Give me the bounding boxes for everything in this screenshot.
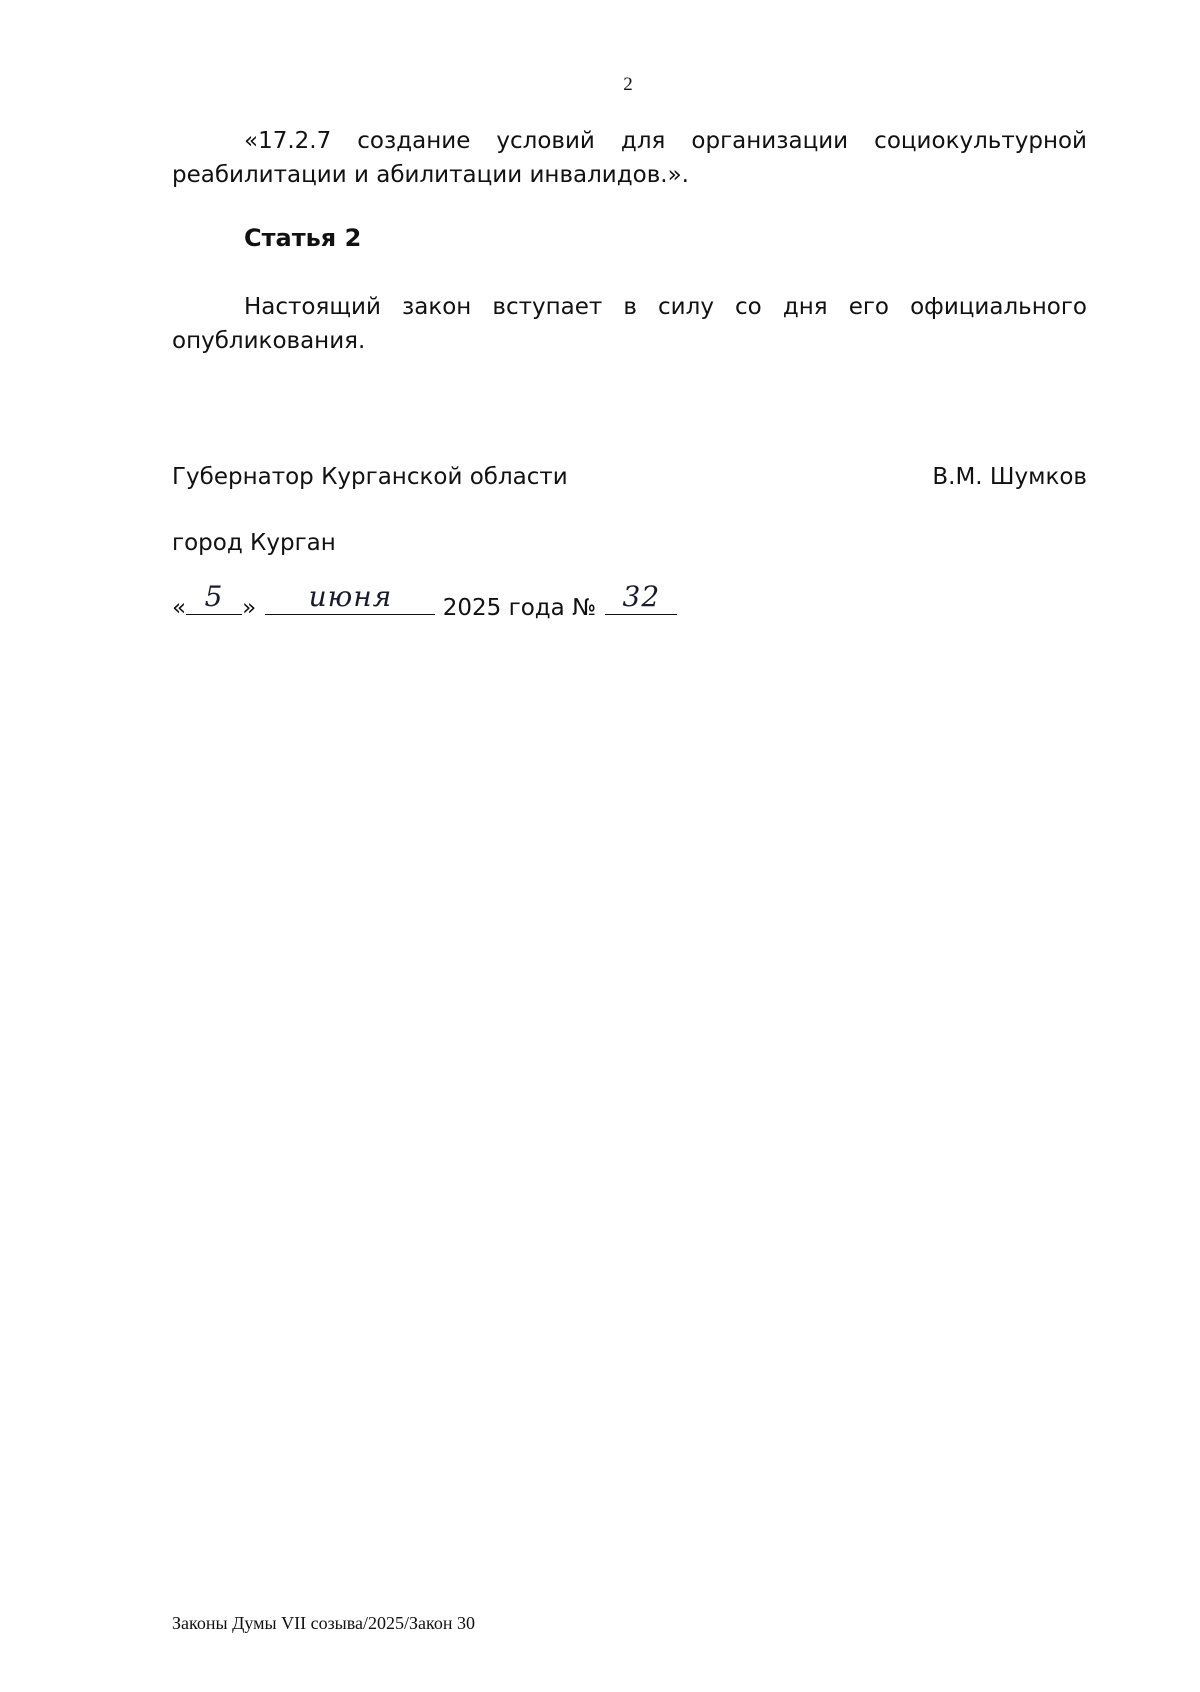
page-number: 2: [623, 74, 633, 95]
handwritten-month: июня: [308, 580, 393, 613]
amendment-line-2: реабилитации и абилитации инвалидов.».: [172, 162, 689, 188]
article-2-heading: Статья 2: [244, 224, 362, 252]
city-line: город Курган: [172, 530, 336, 556]
law-number-field: [605, 580, 677, 615]
year-and-number-label: 2025 года №: [442, 595, 597, 621]
handwritten-day: 5: [204, 580, 224, 613]
day-field: [186, 580, 242, 615]
month-field: [265, 580, 435, 615]
date-close-quote: »: [242, 595, 257, 621]
handwritten-number: 32: [622, 580, 661, 613]
amendment-paragraph: [172, 124, 1087, 192]
signatory-title: Губернатор Курганской области: [172, 464, 568, 490]
article-2-paragraph: [172, 290, 1087, 358]
footer-reference: Законы Думы VII созыва/2025/Закон 30: [172, 1613, 475, 1633]
article-2-line-2: опубликования.: [172, 328, 366, 354]
signatory-name: В.М. Шумков: [932, 464, 1087, 490]
article-2-line-1: Настоящий закон вступает в силу со дня его официального: [244, 294, 1087, 320]
date-line: [172, 580, 677, 625]
date-open-quote: «: [172, 595, 187, 621]
amendment-line-1: «17.2.7 создание условий для организации социокультурной: [244, 128, 1087, 154]
